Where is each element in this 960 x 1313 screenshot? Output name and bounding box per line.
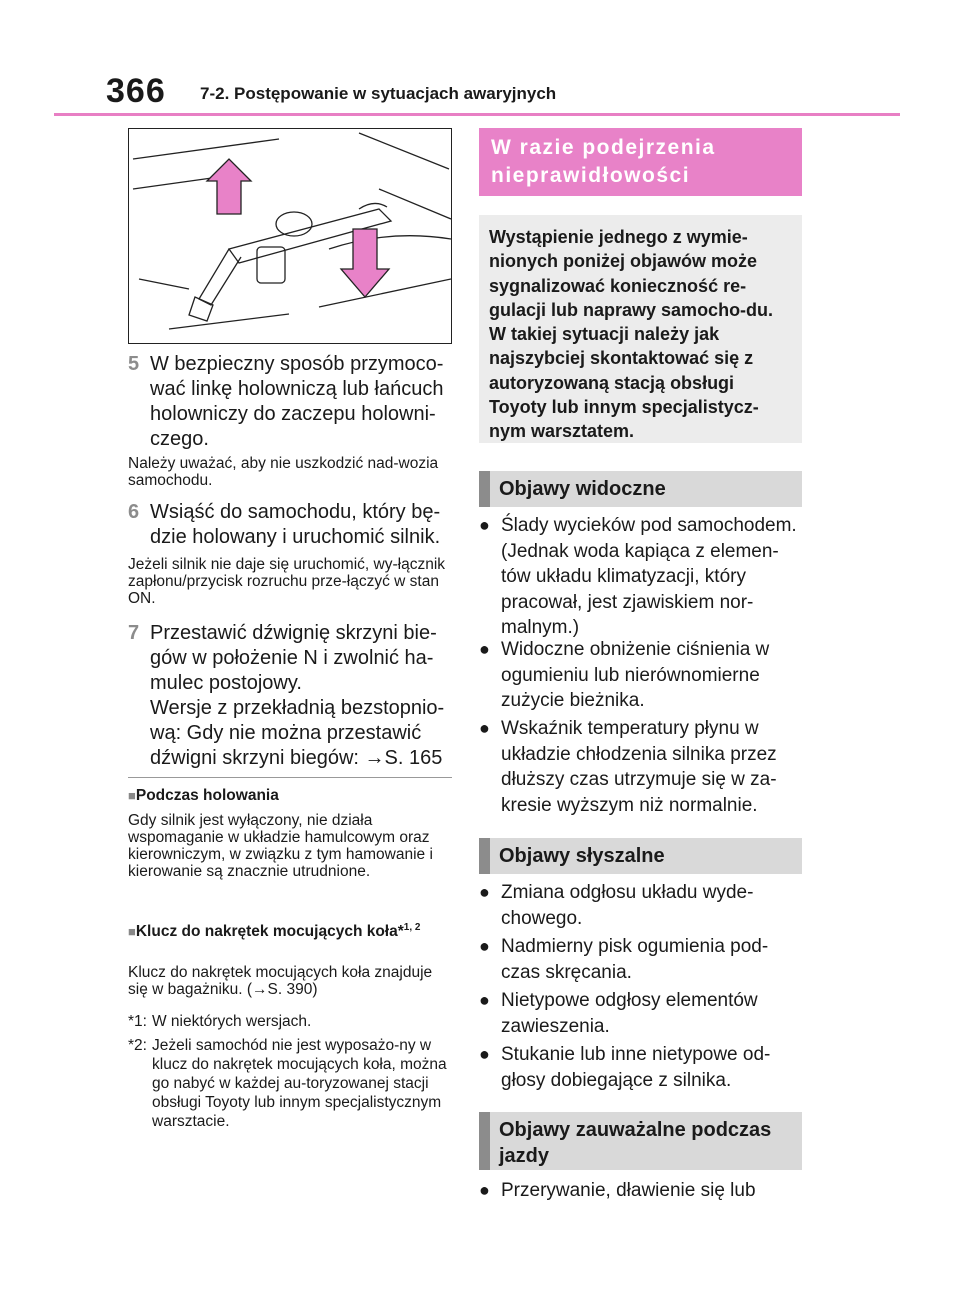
step-text: Wsiąść do samochodu, który bę-dzie holowany i uruchomić silnik.: [150, 501, 441, 548]
list-item-text: Zmiana odgłosu układu wyde-chowego.: [501, 882, 754, 929]
separator: [128, 777, 452, 778]
wrench-title: Klucz do nakrętek mocujących koła*: [135, 923, 404, 941]
towing-heading: [128, 787, 279, 804]
footnote-text: W niektórych wersjach.: [152, 1013, 312, 1030]
wrench-heading: [128, 919, 458, 940]
page-number: 366: [106, 72, 166, 110]
square-bullet-icon: ■: [128, 788, 136, 803]
step-text-cvt: Wersje z przekładnią bezstopnio-wą: Gdy nie można przestawić dźwigni skrzyni biegów: →S. 165: [150, 697, 445, 769]
list-item-text: Ślady wycieków pod samochodem. (Jednak woda kapiąca z elemen-tów układu klimatyzacji, który pracował, jest zjawiskiem nor-malnym.): [501, 515, 797, 638]
step-text: W bezpieczny sposób przymoco-wać linkę holowniczą lub łańcuch holowniczy do zaczepu holowni-czego.: [150, 353, 444, 450]
list-item-text: Nietypowe odgłosy elementów zawieszenia.: [501, 990, 758, 1037]
bullet-icon: ●: [479, 1180, 490, 1200]
bullet-icon: ●: [479, 936, 490, 956]
bullet-icon: ●: [479, 515, 490, 535]
step-6: [128, 500, 458, 550]
section-driving-symptoms: Objawy zauważalne podczas jazdy: [479, 1112, 802, 1170]
footnote-label: *1:: [128, 1013, 147, 1030]
list-item: [479, 513, 804, 638]
list-item-text: Wskaźnik temperatury płynu w układzie chłodzenia silnika przez dłuższy czas utrzymuje się w za-kresie wyższym niż normalnie.: [501, 718, 777, 816]
step-6-note: Jeżeli silnik nie daje się uruchomić, wy-łącznik zapłonu/przycisk rozruchu prze-łączyć w stan ON.: [128, 556, 446, 607]
bullet-icon: ●: [479, 882, 490, 902]
bullet-icon: ●: [479, 1044, 490, 1064]
list-item-text: Widoczne obniżenie ciśnienia w ogumieniu lub nierównomierne zużycie bieżnika.: [501, 639, 770, 711]
towing-hook-drawing: [129, 129, 452, 344]
wrench-footnote-ref: 1, 2: [403, 922, 421, 933]
malfunction-intro: Wystąpienie jednego z wymie-nionych poniżej objawów może sygnalizować konieczność re-gulacji lub naprawy samocho-du. W takiej sytuacji należy jak najszybciej skontaktować się z autoryzowaną stacją obsługi Toyoty lub innym specjalistycz-nym warsztatem.: [479, 215, 802, 443]
list-item: [479, 716, 804, 816]
footnote-text: Jeżeli samochód nie jest wyposażo-ny w klucz do nakrętek mocujących koła, można go nabyć w każdej au-toryzowanej stacji obsługi Toyoty lub innym specjalistycznym warsztacie.: [152, 1037, 447, 1130]
bullet-icon: ●: [479, 990, 490, 1010]
step-5: [128, 352, 458, 452]
list-item: [479, 637, 804, 711]
towing-illustration: [128, 128, 452, 344]
list-item-text: Nadmierny pisk ogumienia pod-czas skręcania.: [501, 936, 769, 983]
section-title: 7-2. Postępowanie w sytuacjach awaryjnych: [200, 84, 557, 103]
towing-text: Gdy silnik jest wyłączony, nie działa wspomaganie w układzie hamulcowym oraz kierowniczym, w związku z tym hamowanie i kierowanie są znacznie utrudnione.: [128, 812, 433, 880]
list-item-text: Stukanie lub inne nietypowe od-głosy dobiegające z silnika.: [501, 1044, 771, 1091]
section-audible-symptoms: Objawy słyszalne: [479, 838, 802, 874]
wrench-text: Klucz do nakrętek mocujących koła znajduje się w bagażniku. (→S. 390): [128, 964, 433, 998]
bullet-icon: ●: [479, 718, 490, 738]
step-7-body: [150, 621, 460, 771]
section-visible-symptoms: Objawy widoczne: [479, 471, 802, 507]
header-rule: [54, 113, 900, 116]
bullet-icon: ●: [479, 639, 490, 659]
step-7: [128, 621, 458, 771]
step-number: 5: [128, 353, 140, 375]
towing-title: Podczas holowania: [135, 787, 279, 804]
footnote-label: *2:: [128, 1037, 147, 1054]
step-text: Przestawić dźwignię skrzyni bie-gów w położenie N i zwolnić ha-mulec postojowy.: [150, 622, 437, 694]
malfunction-title-box: W razie podejrzenia nieprawidłowości: [479, 128, 802, 196]
square-bullet-icon: ■: [128, 924, 136, 940]
step-number: 6: [128, 501, 140, 523]
list-item-text: Przerywanie, dławienie się lub: [501, 1180, 756, 1201]
step-5-note: Należy uważać, aby nie uszkodzić nad-wozia samochodu.: [128, 455, 439, 489]
step-number: 7: [128, 622, 140, 644]
